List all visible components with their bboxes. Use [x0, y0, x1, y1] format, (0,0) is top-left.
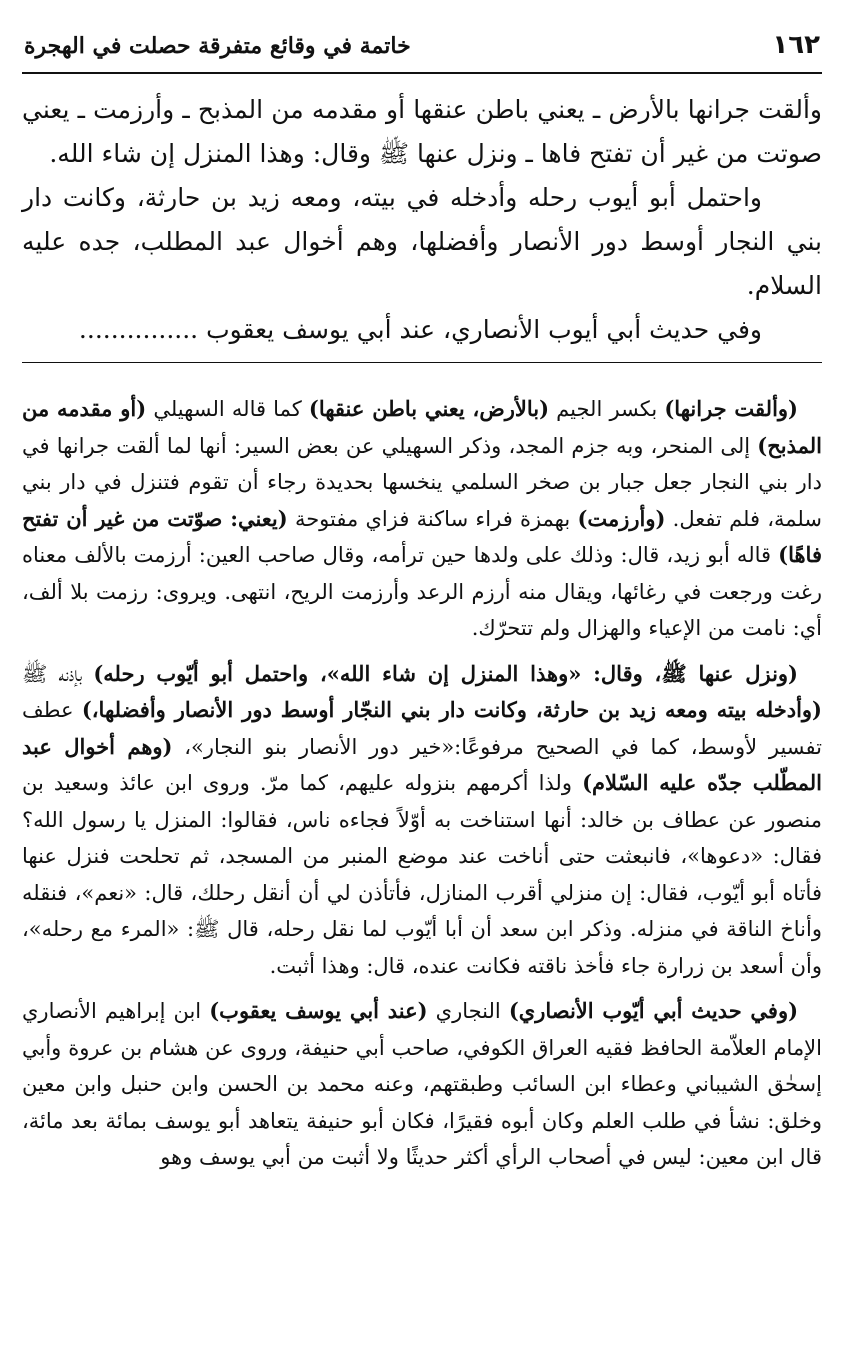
commentary-text: بكسر الجيم: [549, 397, 665, 421]
quoted-text: (وألقت جرانها): [664, 396, 798, 421]
quoted-text: (عند أبي يوسف يعقوب): [209, 998, 428, 1023]
main-paragraph-2: واحتمل أبو أيوب رحله وأدخله في بيته، ومعه زيد بن حارثة، وكانت دار بني النجار أوسط دور الأنصار وأفضلها، وهم أخوال عبد المطلب، جده عليه السلام.: [22, 183, 822, 300]
commentary-text: بهمزة فراء ساكنة فزاي مفتوحة: [287, 506, 578, 531]
main-paragraph-1: وألقت جرانها بالأرض ـ يعني باطن عنقها أو مقدمه من المذبح ـ وأرزمت ـ يعني صوتت من غير أن تفتح فاها ـ ونزل عنها ﷺ وقال: وهذا المنزل إن شاء الله.: [22, 95, 822, 168]
commentary-text: النجاري: [427, 999, 509, 1023]
continuation-dots: ...............: [78, 315, 199, 344]
quoted-text: (أو مقدمه من المذبح): [22, 396, 823, 458]
commentary-notes: [22, 391, 822, 1176]
commentary-text: إلى المنحر، وبه جزم المجد، وذكر السهيلي عن بعض السير: أنها لما ألقت جرانها في دار بني النجار جعل جبار بن صخر السلمي ينخسها بحديدة رجاء أن تقوم فتنزل في دار بني سلمة، فلم تفعل.: [22, 433, 822, 531]
note-paragraph-3: [22, 993, 822, 1176]
commentary-text: بإذنه ﷺ: [22, 661, 94, 686]
running-title: خاتمة في وقائع متفرقة حصلت في الهجرة: [24, 33, 411, 59]
commentary-text: عطف تفسير لأوسط، كما في الصحيح مرفوعًا:«خير دور الأنصار بنو النجار»،: [22, 698, 822, 759]
quoted-text: (وأدخله بيته ومعه زيد بن حارثة، وكانت دار بني النجّار أوسط دور الأنصار وأفضلها،): [81, 697, 822, 722]
book-page: [22, 30, 822, 1185]
text-notes-separator: [22, 362, 822, 363]
commentary-text: ابن إبراهيم الأنصاري الإمام العلاّمة الحافظ فقيه العراق الكوفي، صاحب أبي حنيفة، وروى عن هشام بن عروة وأبي إسحٰق الشيباني وعطاء ابن السائب وطبقتهم، وعنه محمد بن الحسن وابن حنبل وابن معين وخلق: نشأ في طلب العلم وكان أبوه فقيرًا، فكان أبو حنيفة يتعاهد أبو يوسف بمائة بعد مائة، قال ابن معين: ليس في أصحاب الرأي أكثر حديثًا ولا أثبت من أبي يوسف وهو: [22, 999, 822, 1169]
commentary-text: ولذا أكرمهم بنزوله عليهم، كما مرّ. وروى ابن عائذ وسعيد بن منصور عن عطاف بن خالد: أنها استناخت به أوّلاً فجاءه ناس، فقالوا: المنزل يا رسول الله؟ فقال: «دعوها»، فانبعثت حتى أناخت عند موضع المنبر من المسجد، ثم تحلحت فنزل عنها فأتاه أبو أيّوب، فقال: إن منزلي أقرب المنازل، فأتأذن لي أن أنقل رحلك، قال: «نعم»، فنقله وأناخ الناقة في منزله. وذكر ابن سعد أن أبا أيّوب لما نقل رحله، قال ﷺ: «المرء مع رحله»، وأن أسعد بن زرارة جاء فأخذ ناقته فكانت عنده، قال: وهذا أثبت.: [22, 771, 822, 978]
quoted-text: (وهم أخوال عبد المطّلب جدّه عليه السّلام): [22, 733, 822, 795]
commentary-text: كما قاله السهيلي: [146, 397, 309, 421]
page-header: [22, 30, 822, 74]
page-number: ١٦٢: [772, 30, 820, 60]
quoted-text: (بالأرض، يعني باطن عنقها): [308, 396, 550, 421]
quoted-text: (يعني: صوّتت من غير أن تفتح فاهًا): [22, 505, 822, 567]
quoted-text: (وفي حديث أبي أيّوب الأنصاري): [508, 998, 799, 1023]
main-text: [22, 88, 822, 352]
main-paragraph-3: [22, 308, 822, 352]
quoted-text: (ونزل عنها ﷺ، وقال: «وهذا المنزل إن شاء الله»، واحتمل أبو أيّوب رحله): [93, 660, 798, 686]
commentary-text: قاله أبو زيد، قال: وذلك على ولدها حين ترأمه، وقال صاحب العين: أرزمت بالألف معناه رغت ورجعت في رغائها، ويقال منه أرزم الرعد وأرزمت الريح، انتهى. ويروى: رزمت بلا ألف، أي: نامت من الإعياء والهزال ولم تتحرّك.: [22, 543, 822, 640]
quoted-text: (وأرزمت): [577, 505, 666, 531]
main-paragraph-3-text: وفي حديث أبي أيوب الأنصاري، عند أبي يوسف يعقوب: [206, 315, 762, 344]
note-paragraph-1: [22, 391, 822, 647]
note-paragraph-2: [22, 656, 822, 985]
